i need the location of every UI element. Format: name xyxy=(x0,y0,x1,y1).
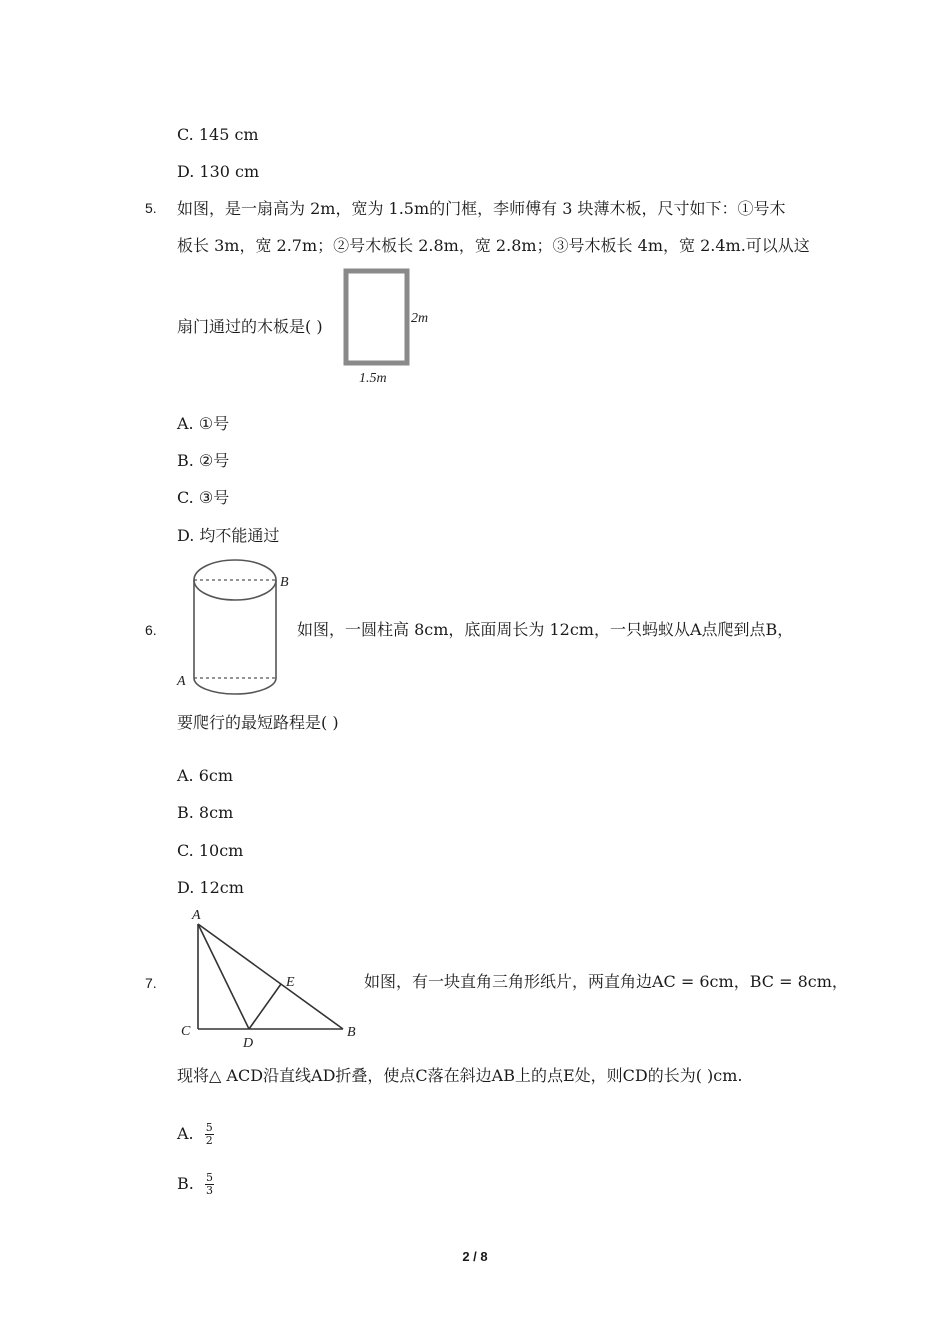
door-width-label: 1.5m xyxy=(359,371,387,386)
q7-option-a-denominator: 2 xyxy=(205,1134,213,1147)
door-height-label: 2m xyxy=(411,311,429,326)
triangle-label-c: C xyxy=(181,1024,191,1039)
q5-text-line1: 如图，是一扇高为 2m，宽为 1.5m的门框，李师傅有 3 块薄木板，尺寸如下：①号木 xyxy=(177,199,786,218)
q6-option-c: C. 10cm xyxy=(177,841,244,860)
q4-option-c: C. 145 cm xyxy=(177,125,259,144)
q7-option-b-fraction xyxy=(205,1172,214,1197)
segment-ad xyxy=(198,924,249,1029)
cylinder-label-a: A xyxy=(177,674,186,689)
segment-de xyxy=(249,984,281,1029)
segment-ab xyxy=(198,924,343,1029)
q7-option-b-denominator: 3 xyxy=(205,1184,213,1197)
q6-option-a: A. 6cm xyxy=(177,766,234,785)
cylinder-label-b: B xyxy=(280,575,289,590)
q6-text-line2: 要爬行的最短路程是( ) xyxy=(177,713,339,732)
q5-option-c: C. ③号 xyxy=(177,488,230,507)
q5-number: 5. xyxy=(145,200,157,216)
triangle-figure xyxy=(175,902,365,1052)
triangle-label-a: A xyxy=(192,908,201,923)
q7-option-a-prefix: A. xyxy=(177,1124,194,1143)
triangle-label-d: D xyxy=(243,1036,254,1051)
triangle-label-e: E xyxy=(286,975,295,990)
page-number: 2 / 8 xyxy=(462,1249,488,1264)
q7-option-b-prefix: B. xyxy=(177,1174,194,1193)
q7-option-a-fraction xyxy=(205,1122,214,1147)
q5-option-b: B. ②号 xyxy=(177,451,230,470)
q6-number: 6. xyxy=(145,622,157,638)
q7-option-a-numerator: 5 xyxy=(205,1121,213,1134)
q4-option-d: D. 130 cm xyxy=(177,162,260,181)
q6-option-b: B. 8cm xyxy=(177,803,234,822)
door-frame-rect xyxy=(346,271,407,363)
q7-option-b xyxy=(177,1172,214,1197)
cylinder-bottom-front-arc xyxy=(194,678,276,694)
door-frame-figure xyxy=(335,264,445,388)
q7-text-line1: 如图，有一块直角三角形纸片，两直角边AC = 6cm，BC = 8cm， xyxy=(364,972,848,991)
q5-text-line3: 扇门通过的木板是( ) xyxy=(177,317,323,336)
q6-text-line1: 如图，一圆柱高 8cm，底面周长为 12cm，一只蚂蚁从A点爬到点B， xyxy=(297,620,794,639)
cylinder-figure xyxy=(170,552,300,697)
q5-option-a: A. ①号 xyxy=(177,414,230,433)
q7-text-line2: 现将△ ACD沿直线AD折叠，使点C落在斜边AB上的点E处，则CD的长为( )cm. xyxy=(177,1066,743,1085)
q5-text-line2: 板长 3m，宽 2.7m；②号木板长 2.8m，宽 2.8m；③号木板长 4m，宽 2.4m.可以从这 xyxy=(177,236,810,255)
q5-option-d: D. 均不能通过 xyxy=(177,526,280,545)
q7-option-b-numerator: 5 xyxy=(205,1171,213,1184)
triangle-label-b: B xyxy=(347,1025,356,1040)
q7-option-a xyxy=(177,1122,214,1147)
q6-option-d: D. 12cm xyxy=(177,878,244,897)
q7-number: 7. xyxy=(145,975,157,991)
